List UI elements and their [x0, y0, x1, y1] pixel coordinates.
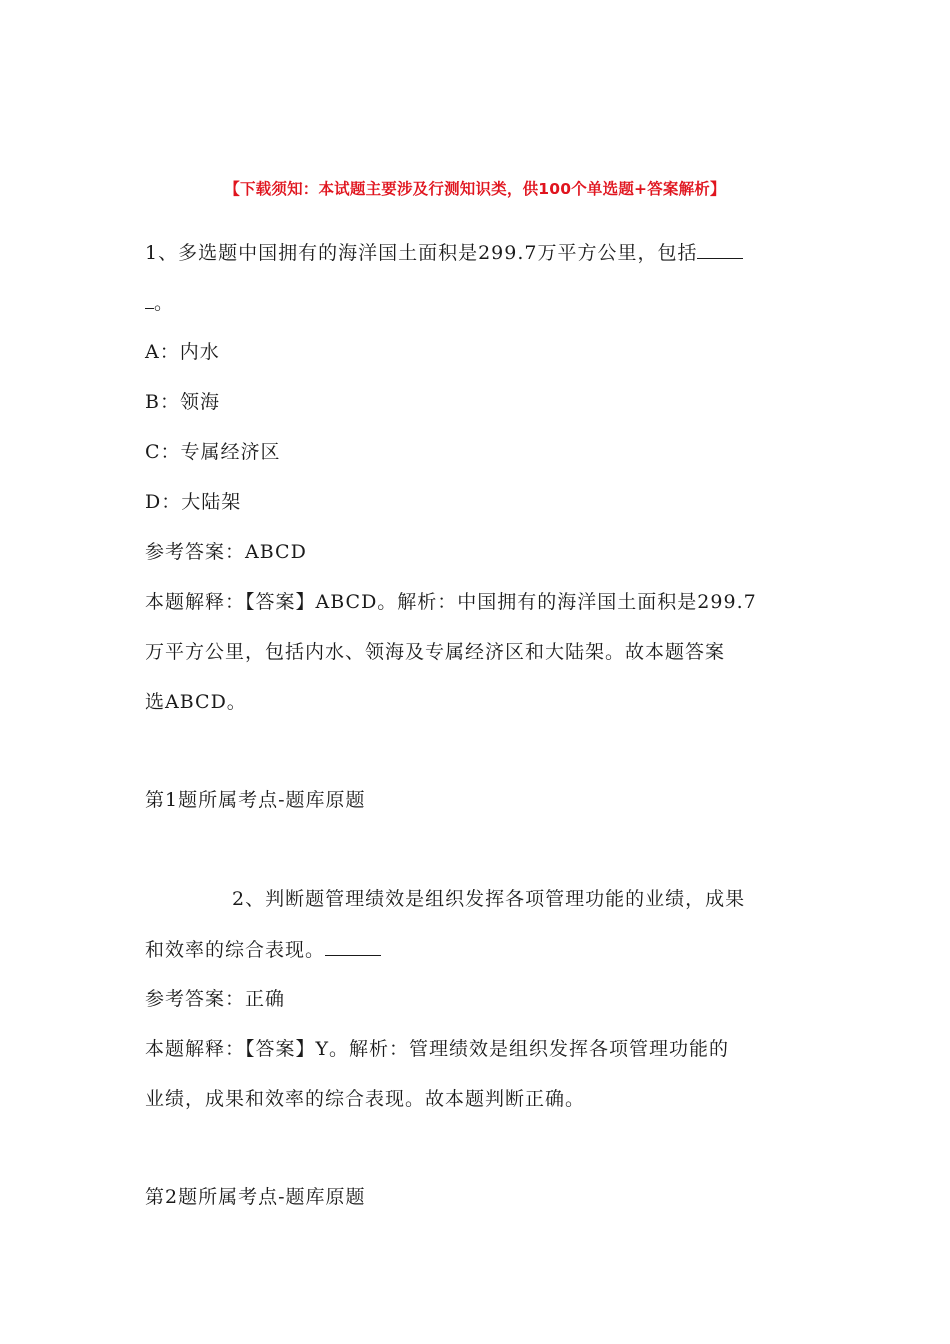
q2-explanation-line2: 业绩，成果和效率的综合表现。故本题判断正确。: [145, 1088, 586, 1110]
q1-source: 第1题所属考点-题库原题: [145, 789, 366, 811]
q1-explanation-line2: 万平方公里，包括内水、领海及专属经济区和大陆架。故本题答案: [145, 641, 726, 663]
q1-option-a: A：内水: [145, 341, 220, 363]
q1-explanation-line3: 选ABCD。: [145, 691, 247, 713]
q1-stem-end: 。: [154, 292, 175, 314]
q2-stem-line2: [145, 937, 381, 962]
q2-stem-line1: 2、判断题管理绩效是组织发挥各项管理功能的业绩，成果: [232, 888, 746, 910]
q1-answer-blank-cont: [145, 290, 154, 309]
q1-stem-line2: [145, 290, 174, 315]
q2-source: 第2题所属考点-题库原题: [145, 1186, 366, 1208]
q1-answer-blank: [697, 240, 743, 259]
q1-answer: 参考答案：ABCD: [145, 541, 307, 563]
q2-stem-text: 和效率的综合表现。: [145, 939, 326, 961]
q2-answer: 参考答案：正确: [145, 988, 286, 1010]
q1-option-c: C：专属经济区: [145, 441, 281, 463]
q1-stem-text: 1、多选题中国拥有的海洋国土面积是299.7万平方公里，包括: [145, 242, 698, 264]
q2-explanation-line1: 本题解释：【答案】Y。解析：管理绩效是组织发挥各项管理功能的: [145, 1038, 730, 1060]
q2-answer-blank: [325, 937, 381, 956]
q1-explanation-line1: 本题解释：【答案】ABCD。解析：中国拥有的海洋国土面积是299.7: [145, 591, 757, 613]
q1-stem-line1: [145, 240, 743, 265]
q1-option-d: D：大陆架: [145, 491, 242, 513]
q1-option-b: B：领海: [145, 391, 220, 413]
download-notice: 【下载须知：本试题主要涉及行测知识类，供100个单选题+答案解析】: [224, 180, 726, 198]
